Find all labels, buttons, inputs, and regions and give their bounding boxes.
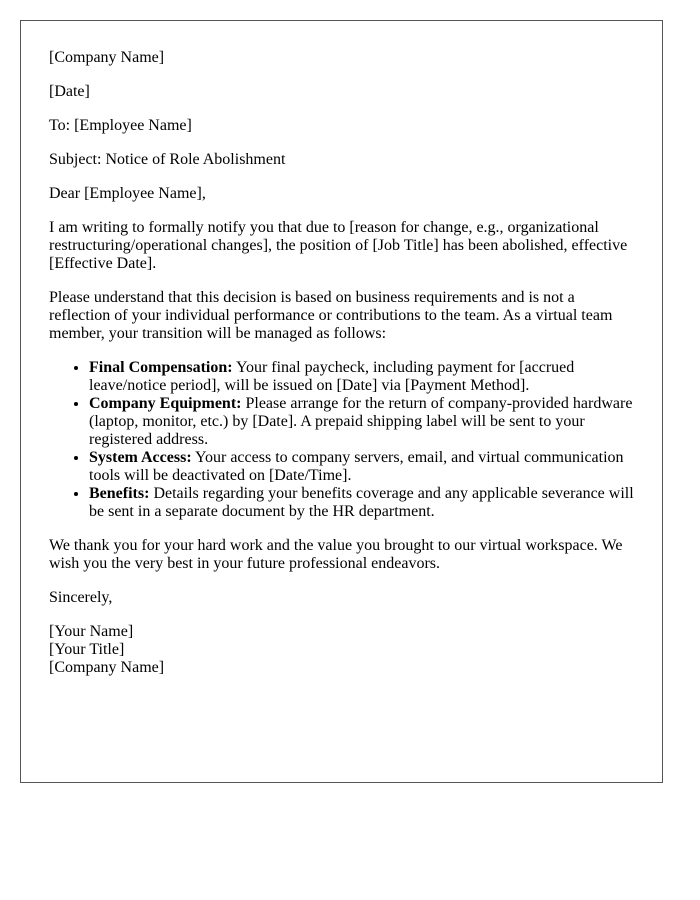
letter-date: [Date] — [49, 83, 90, 100]
item-text: Details regarding your benefits coverage and any applicable severance will be sent in a separate document by the HR department. — [89, 485, 634, 520]
salutation: Dear [Employee Name], — [49, 185, 206, 202]
company-name: [Company Name] — [49, 49, 165, 66]
subject-line: Subject: Notice of Role Abolishment — [49, 151, 286, 168]
item-label: Final Compensation: — [89, 359, 233, 376]
signature-title: [Your Title] — [49, 641, 125, 658]
paragraph-notice: I am writing to formally notify you that due to [reason for change, e.g., organizational restructuring/operational changes], the position of [Job Title] has been abolished, effective [Effective Date]. — [49, 219, 628, 272]
item-text: Your access to company servers, email, and virtual communication tools will be deactivated on [Date/Time]. — [89, 449, 624, 484]
signature-company: [Company Name] — [49, 659, 165, 676]
item-label: Company Equipment: — [89, 395, 242, 412]
closing: Sincerely, — [49, 589, 113, 606]
item-text: Your final paycheck, including payment for [accrued leave/notice period], will be issued on [Date] via [Payment Method]. — [89, 359, 575, 394]
list-item — [89, 359, 634, 395]
list-item — [89, 449, 634, 485]
signature-name: [Your Name] — [49, 623, 134, 640]
signature-block — [49, 623, 634, 677]
paragraph-thanks: We thank you for your hard work and the value you brought to our virtual workspace. We wish you the very best in your future professional endeavors. — [49, 537, 623, 572]
letter — [20, 20, 663, 783]
recipient: To: [Employee Name] — [49, 117, 192, 134]
transition-list — [49, 359, 634, 521]
item-label: Benefits: — [89, 485, 150, 502]
list-item — [89, 395, 634, 449]
item-text: Please arrange for the return of company-provided hardware (laptop, monitor, etc.) by [Date]. A prepaid shipping label will be sent to your registered address. — [89, 395, 633, 448]
list-item — [89, 485, 634, 521]
paragraph-reason: Please understand that this decision is based on business requirements and is not a reflection of your individual performance or contributions to the team. As a virtual team member, your transition will be managed as follows: — [49, 289, 613, 342]
item-label: System Access: — [89, 449, 192, 466]
